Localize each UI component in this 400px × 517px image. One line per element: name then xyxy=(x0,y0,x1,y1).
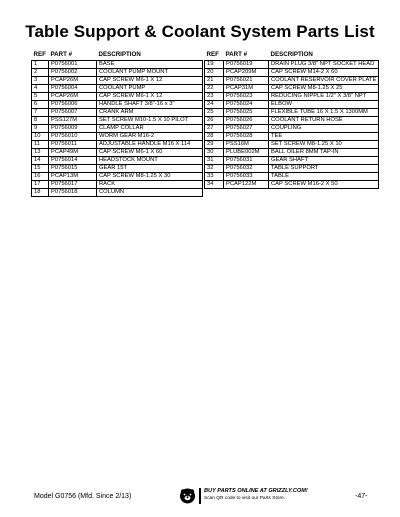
cell-part: P0756006 xyxy=(49,101,97,109)
cell-description: WORM GEAR M16-2 xyxy=(97,133,203,141)
table-row xyxy=(205,173,379,181)
cell-ref: 30 xyxy=(205,149,224,157)
cell-part: P0756007 xyxy=(49,109,97,117)
table-row xyxy=(32,189,203,197)
cell-description: COOLANT PUMP MOUNT xyxy=(97,69,203,77)
cell-description: SET SCREW M10-1.5 X 10 PILOT xyxy=(97,117,203,125)
cell-part: PCAP49M xyxy=(49,149,97,157)
cell-description: SET SCREW M8-1.25 X 10 xyxy=(269,141,379,149)
cell-description: CAP SCREW M16-2 X 50 xyxy=(269,181,379,189)
cell-part: P0756017 xyxy=(49,181,97,189)
cell-description: GEAR 15T xyxy=(97,165,203,173)
cell-description: TABLE xyxy=(269,173,379,181)
cell-ref: 27 xyxy=(205,125,224,133)
cell-description: CAP SCREW M14-2 X 60 xyxy=(269,69,379,77)
cell-description: REDUCING NIPPLE 1/2" X 3/8" NPT xyxy=(269,93,379,101)
cell-ref: 17 xyxy=(32,181,49,189)
cell-ref: 23 xyxy=(205,93,224,101)
table-row xyxy=(32,149,203,157)
cell-ref: 10 xyxy=(32,133,49,141)
table-row xyxy=(205,109,379,117)
table-row xyxy=(205,149,379,157)
cell-description: COOLANT RETURN HOSE xyxy=(269,117,379,125)
table-row xyxy=(205,85,379,93)
cell-part: PCAP26M xyxy=(49,93,97,101)
cell-part: PCAP122M xyxy=(224,181,269,189)
cell-part: P0756010 xyxy=(49,133,97,141)
cell-part: P0756018 xyxy=(49,189,97,197)
table-row xyxy=(32,125,203,133)
cell-ref: 3 xyxy=(32,77,49,85)
table-header-row xyxy=(32,50,203,61)
cell-ref: 13 xyxy=(32,149,49,157)
cell-ref: 28 xyxy=(205,133,224,141)
cell-part: P0756002 xyxy=(49,69,97,77)
table-row xyxy=(205,181,379,189)
table-row xyxy=(205,69,379,77)
table-header-row xyxy=(205,50,379,61)
parts-table-left xyxy=(31,50,203,197)
table-row xyxy=(32,181,203,189)
cell-description: BALL OILER 8MM TAP-IN xyxy=(269,149,379,157)
table-row xyxy=(32,69,203,77)
cell-description: RACK xyxy=(97,181,203,189)
table-row xyxy=(205,165,379,173)
model-label: Model G0756 (Mfd. Since 2/13) xyxy=(34,493,132,500)
cell-part: P0756028 xyxy=(224,133,269,141)
cell-ref: 9 xyxy=(32,125,49,133)
cell-description: TEE xyxy=(269,133,379,141)
cell-part: PCAP26M xyxy=(49,77,97,85)
table-row xyxy=(205,101,379,109)
table-row xyxy=(205,117,379,125)
cell-ref: 34 xyxy=(205,181,224,189)
cell-description: FLEXIBLE TUBE 16 X 1.5 X 1300MM xyxy=(269,109,379,117)
table-row xyxy=(205,93,379,101)
table-row xyxy=(205,125,379,133)
cell-part: P0756019 xyxy=(224,61,269,69)
table-row xyxy=(32,141,203,149)
store-line2: Scan QR code to visit our Parts Store. xyxy=(204,496,286,501)
cell-description: COOLANT RESERVOIR COVER PLATE xyxy=(269,77,379,85)
cell-description: GEAR SHAFT xyxy=(269,157,379,165)
cell-ref: 29 xyxy=(205,141,224,149)
header-ref: REF xyxy=(206,51,219,58)
table-row xyxy=(205,61,379,69)
table-row xyxy=(205,141,379,149)
cell-part: PCAP209M xyxy=(224,69,269,77)
page-title: Table Support & Coolant System Parts List xyxy=(25,22,375,41)
cell-ref: 18 xyxy=(32,189,49,197)
cell-part: P0756015 xyxy=(49,165,97,173)
cell-description: CAP SCREW M8-1.25 X 25 xyxy=(269,85,379,93)
cell-description: DRAIN PLUG 3/8" NPT SOCKET HEAD xyxy=(269,61,379,69)
table-row xyxy=(32,85,203,93)
cell-ref: 5 xyxy=(32,93,49,101)
cell-ref: 24 xyxy=(205,101,224,109)
table-row xyxy=(205,133,379,141)
store-line1: BUY PARTS ONLINE AT GRIZZLY.COM! xyxy=(204,488,308,494)
table-row xyxy=(205,157,379,165)
cell-ref: 15 xyxy=(32,165,49,173)
cell-part: P0756014 xyxy=(49,157,97,165)
cell-ref: 25 xyxy=(205,109,224,117)
cell-ref: 26 xyxy=(205,117,224,125)
cell-part: P0756025 xyxy=(224,109,269,117)
cell-part: P0756033 xyxy=(224,173,269,181)
cell-ref: 31 xyxy=(205,157,224,165)
grizzly-bear-icon xyxy=(178,488,197,504)
cell-description: HANDLE SHAFT 3/8"-16 x 3" xyxy=(97,101,203,109)
table-row xyxy=(32,77,203,85)
header-part: PART # xyxy=(225,51,248,58)
cell-ref: 19 xyxy=(205,61,224,69)
cell-description: HEADSTOCK MOUNT xyxy=(97,157,203,165)
header-description: DESCRIPTION xyxy=(270,51,313,58)
cell-ref: 32 xyxy=(205,165,224,173)
table-row xyxy=(32,173,203,181)
cell-ref: 2 xyxy=(32,69,49,77)
cell-description: ADJUSTABLE HANDLE M16 X 114 xyxy=(97,141,203,149)
header-part: PART # xyxy=(50,51,73,58)
table-row xyxy=(32,109,203,117)
cell-description: CLAMP COLLAR xyxy=(97,125,203,133)
cell-description: CAP SCREW M6-1 X 12 xyxy=(97,93,203,101)
cell-description: COLUMN xyxy=(97,189,203,197)
parts-table-right xyxy=(204,50,379,189)
cell-part: P0756031 xyxy=(224,157,269,165)
parts-store-notice xyxy=(199,488,312,504)
cell-part: P0756023 xyxy=(224,93,269,101)
cell-part: P0756027 xyxy=(224,125,269,133)
cell-part: P0756026 xyxy=(224,117,269,125)
cell-ref: 14 xyxy=(32,157,49,165)
cell-part: P0756032 xyxy=(224,165,269,173)
cell-part: PCAP31M xyxy=(224,85,269,93)
cell-ref: 11 xyxy=(32,141,49,149)
header-ref: REF xyxy=(33,51,46,58)
cell-ref: 4 xyxy=(32,85,49,93)
cell-ref: 8 xyxy=(32,117,49,125)
cell-ref: 7 xyxy=(32,109,49,117)
table-row xyxy=(32,133,203,141)
cell-part: P0756001 xyxy=(49,61,97,69)
cell-part: PCAP13M xyxy=(49,173,97,181)
cell-ref: 21 xyxy=(205,77,224,85)
cell-part: P0756024 xyxy=(224,101,269,109)
cell-ref: 22 xyxy=(205,85,224,93)
cell-part: P0756021 xyxy=(224,77,269,85)
cell-part: PLUBE002M xyxy=(224,149,269,157)
table-row xyxy=(205,77,379,85)
cell-ref: 33 xyxy=(205,173,224,181)
cell-part: P0756004 xyxy=(49,85,97,93)
cell-part: PSS127M xyxy=(49,117,97,125)
cell-ref: 6 xyxy=(32,101,49,109)
table-row xyxy=(32,61,203,69)
cell-description: TABLE SUPPORT xyxy=(269,165,379,173)
cell-description: BASE xyxy=(97,61,203,69)
cell-ref: 20 xyxy=(205,69,224,77)
cell-part: P0756011 xyxy=(49,141,97,149)
cell-part: PSS16M xyxy=(224,141,269,149)
table-row xyxy=(32,165,203,173)
header-description: DESCRIPTION xyxy=(98,51,141,58)
cell-ref: 1 xyxy=(32,61,49,69)
cell-ref: 16 xyxy=(32,173,49,181)
cell-description: COOLANT PUMP xyxy=(97,85,203,93)
page-number: -47- xyxy=(355,493,368,500)
cell-description: CAP SCREW M6-1 X 60 xyxy=(97,149,203,157)
table-row xyxy=(32,101,203,109)
table-row xyxy=(32,93,203,101)
cell-description: CAP SCREW M8-1.25 X 30 xyxy=(97,173,203,181)
cell-description: COUPLING xyxy=(269,125,379,133)
cell-description: ELBOW xyxy=(269,101,379,109)
table-row xyxy=(32,157,203,165)
cell-description: CAP SCREW M6-1 X 12 xyxy=(97,77,203,85)
cell-part: P0756009 xyxy=(49,125,97,133)
cell-description: CRANK ARM xyxy=(97,109,203,117)
table-row xyxy=(32,117,203,125)
